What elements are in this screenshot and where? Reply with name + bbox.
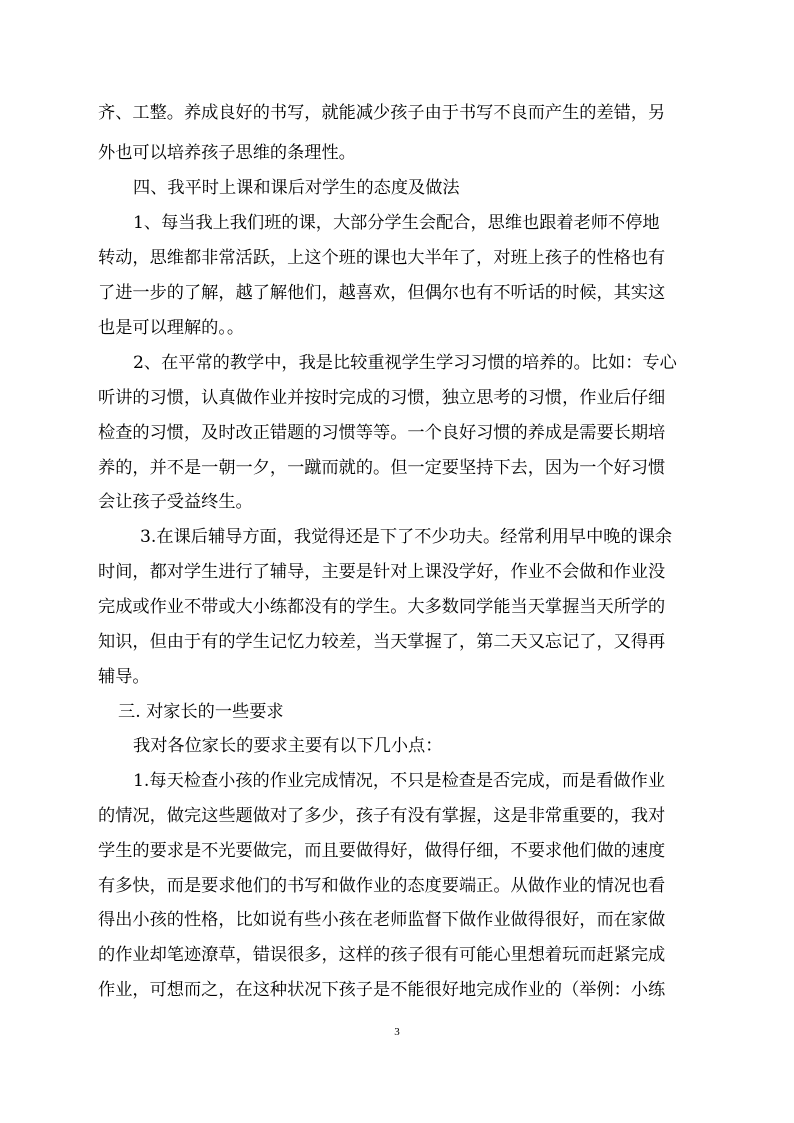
body-line: 齐、工整。养成良好的书写，就能减少孩子由于书写不良而产生的差错，另 — [98, 103, 666, 123]
body-line: 有多快，而是要求他们的书写和做作业的态度要端正。从做作业的情况也看 — [98, 876, 666, 896]
body-line: 得出小孩的性格，比如说有些小孩在老师监督下做作业做得很好，而在家做 — [98, 910, 666, 930]
body-line: 知识，但由于有的学生记忆力较差，当天掌握了，第二天又忘记了，又得再 — [98, 632, 666, 652]
body-line: 了进一步的了解，越了解他们，越喜欢，但偶尔也有不听话的时候，其实这 — [98, 283, 666, 303]
body-line: 检查的习惯，及时改正错题的习惯等等。一个良好习惯的养成是需要长期培 — [98, 423, 666, 443]
body-line: 时间，都对学生进行了辅导，主要是针对上课没学好，作业不会做和作业没 — [98, 562, 666, 582]
body-line: 学生的要求是不光要做完，而且要做得好，做得仔细，不要求他们做的速度 — [98, 841, 666, 861]
body-line: 完成或作业不带或大小练都没有的学生。大多数同学能当天掌握当天所学的 — [98, 597, 666, 617]
body-line: 辅导。 — [98, 667, 150, 687]
body-line: 听讲的习惯，认真做作业并按时完成的习惯，独立思考的习惯，作业后仔细 — [98, 388, 666, 408]
body-line: 会让孩子受益终生。 — [98, 492, 253, 512]
body-line: 外也可以培养孩子思维的条理性。 — [98, 143, 356, 163]
body-line: 2、在平常的教学中，我是比较重视学生学习习惯的培养的。比如：专心 — [133, 353, 677, 373]
body-line: 1.每天检查小孩的作业完成情况，不只是检查是否完成，而是看做作业 — [133, 771, 666, 791]
body-line: 养的，并不是一朝一夕，一蹴而就的。但一定要坚持下去，因为一个好习惯 — [98, 458, 666, 478]
body-line: 我对各位家长的要求主要有以下几小点： — [133, 736, 443, 756]
section-heading: 四、我平时上课和课后对学生的态度及做法 — [133, 178, 460, 198]
body-line: 转动，思维都非常活跃，上这个班的课也大半年了，对班上孩子的性格也有 — [98, 248, 666, 268]
page-number: 3 — [394, 1026, 400, 1038]
body-line: 的作业却笔迹潦草，错误很多，这样的孩子很有可能心里想着玩而赶紧完成 — [98, 945, 666, 965]
body-line: 3.在课后辅导方面，我觉得还是下了不少功夫。经常利用早中晚的课余 — [140, 527, 673, 547]
body-line: 作业，可想而之，在这种状况下孩子是不能很好地完成作业的（举例：小练 — [98, 980, 666, 1000]
body-line: 也是可以理解的。。 — [98, 318, 245, 338]
body-line: 的情况，做完这些题做对了多少，孩子有没有掌握，这是非常重要的，我对 — [98, 806, 666, 826]
body-line: 1、每当我上我们班的课，大部分学生会配合，思维也跟着老师不停地 — [133, 213, 660, 233]
section-heading: 三. 对家长的一些要求 — [118, 702, 284, 722]
